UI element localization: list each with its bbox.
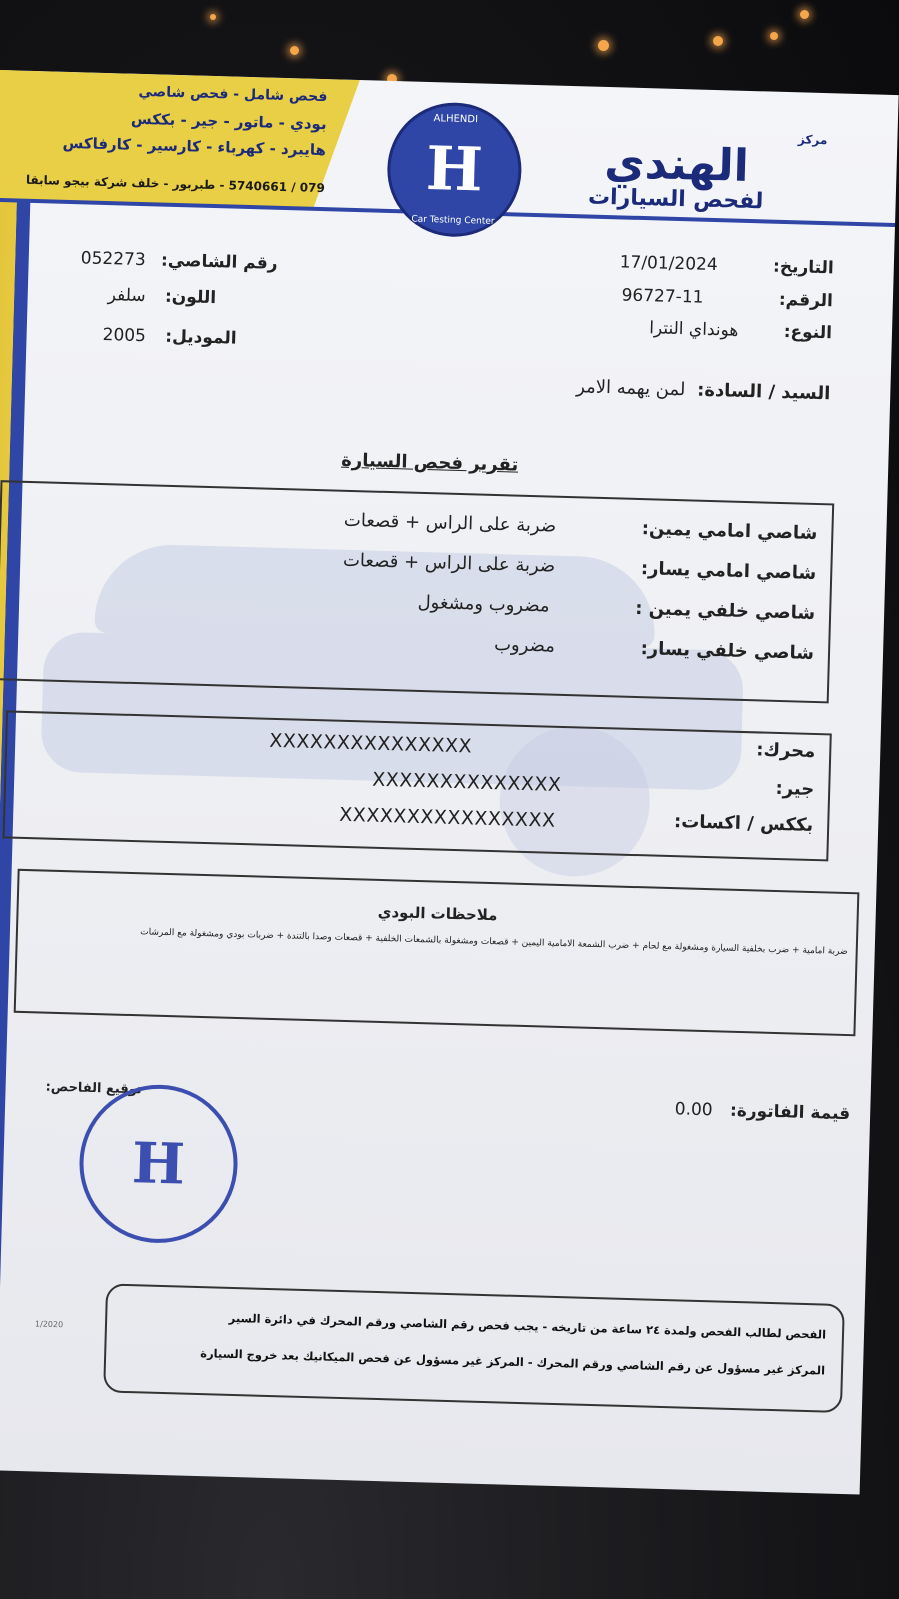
chassis-rear-left-value: مضروب bbox=[493, 634, 556, 657]
body-notes-title: ملاحظات البودي bbox=[377, 902, 498, 925]
engine-label: محرك: bbox=[756, 739, 816, 763]
brand-title bbox=[525, 125, 827, 216]
number-label: الرقم: bbox=[778, 289, 834, 312]
body-notes-text: ضربة امامية + ضرب بخلفية السيارة ومشغولة مع لحام + ضرب الشمعة الامامية اليمين + قصعات ومشغولة بالشمعات الخلفية + قصعات وصدا بالتندة + ضربات بودي ومشغولة مع المرشات bbox=[140, 927, 848, 958]
date-label: التاريخ: bbox=[772, 256, 835, 279]
chassis-front-left-label: شاصي امامي يسار: bbox=[640, 558, 817, 584]
report-title: تقرير فحص السيارة bbox=[340, 449, 519, 476]
number-value: 11-96727 bbox=[621, 285, 704, 308]
color-field bbox=[107, 285, 216, 308]
brand-prefix: مركز bbox=[797, 132, 828, 148]
chassis-front-left-value: ضربة على الراس + قصعات bbox=[342, 549, 556, 577]
chassis-front-right-row bbox=[344, 510, 818, 544]
logo-ring-top: ALHENDI bbox=[433, 113, 479, 126]
model-value: 2005 bbox=[102, 324, 147, 347]
inspector-signature-label: توقيع الفاحص: bbox=[45, 1079, 142, 1098]
chassis-front-left-row bbox=[343, 550, 817, 584]
logo-ring-bottom: Car Testing Center bbox=[411, 214, 495, 227]
date-field bbox=[619, 252, 834, 278]
gear-label: جير: bbox=[775, 777, 815, 801]
axles-label: بككس / اكسات: bbox=[673, 811, 814, 836]
mechanical-section bbox=[3, 710, 832, 861]
logo-h-icon: H bbox=[425, 133, 484, 206]
brand-subtitle: لفحص السيارات bbox=[587, 184, 764, 215]
bokeh-light bbox=[290, 46, 299, 55]
chassis-number-field bbox=[80, 248, 277, 273]
customer-field bbox=[576, 376, 831, 404]
body-notes-section bbox=[14, 869, 860, 1036]
date-value: 17/01/2024 bbox=[619, 252, 718, 276]
model-field bbox=[102, 325, 237, 349]
brand-name: الهندي bbox=[603, 136, 750, 192]
chassis-rear-right-value: مضروب ومشغول bbox=[417, 591, 550, 617]
engine-value: XXXXXXXXXXXXXXX bbox=[269, 729, 473, 758]
chassis-rear-left-label: شاصي خلفي يسار: bbox=[640, 638, 815, 664]
color-label: اللون: bbox=[164, 286, 217, 309]
bokeh-light bbox=[800, 10, 809, 19]
phone-address: 079 / 5740661 - طبربور - خلف شركة بيجو سابقا bbox=[25, 172, 326, 196]
customer-value: لمن يهمه الامر bbox=[575, 376, 686, 401]
invoice-label: قيمة الفاتورة: bbox=[729, 1100, 851, 1125]
customer-label: السيد / السادة: bbox=[696, 379, 831, 405]
invoice-field bbox=[675, 1099, 851, 1124]
chassis-rear-right-row bbox=[417, 592, 815, 624]
inspection-report-sheet bbox=[0, 70, 899, 1495]
chassis-front-right-label: شاصي امامي يمين: bbox=[641, 518, 818, 544]
chassis-rear-right-label: شاصي خلفي يمين : bbox=[634, 597, 816, 624]
bokeh-light bbox=[713, 36, 723, 46]
bokeh-light bbox=[598, 40, 609, 51]
type-label: النوع: bbox=[783, 321, 833, 344]
disclaimer-box bbox=[103, 1283, 845, 1413]
services-line-1: فحص شامل - فحص شاصي bbox=[138, 83, 328, 106]
center-stamp bbox=[77, 1083, 239, 1245]
model-label: الموديل: bbox=[165, 326, 237, 349]
chassis-rear-left-row bbox=[494, 634, 815, 664]
bokeh-light bbox=[770, 32, 778, 40]
disclaimer-line-1: الفحص لطالب الفحص ولمدة ٢٤ ساعة من تاريخه - يجب فحص رقم الشاصي ورقم المحرك في دائرة السير bbox=[228, 1310, 827, 1342]
invoice-value: 0.00 bbox=[674, 1099, 713, 1121]
alhendi-logo bbox=[386, 101, 524, 239]
chassis-section bbox=[0, 480, 834, 703]
color-value: سلفر bbox=[107, 285, 146, 307]
gear-value: XXXXXXXXXXXXXX bbox=[372, 768, 562, 796]
chassis-front-right-value: ضربة على الراس + قصعات bbox=[343, 509, 557, 537]
type-value: هونداي النترا bbox=[649, 318, 739, 341]
left-brand-stripe bbox=[0, 70, 34, 1340]
chassis-number-label: رقم الشاصي: bbox=[160, 250, 278, 274]
type-field bbox=[649, 318, 832, 343]
services-line-2: بودي - ماتور - جير - بككس bbox=[130, 109, 327, 134]
disclaimer-line-2: المركز غير مسؤول عن رقم الشاصي ورقم المحرك - المركز غير مسؤول عن فحص الميكانيك بعد خروج السيارة bbox=[200, 1346, 826, 1378]
axles-value: XXXXXXXXXXXXXXXX bbox=[339, 803, 556, 832]
number-field bbox=[621, 285, 833, 311]
services-line-3: هايبرد - كهرباء - كارسير - كارفاكس bbox=[62, 133, 327, 160]
bokeh-light bbox=[210, 14, 216, 20]
chassis-number-value: 052273 bbox=[80, 248, 146, 271]
form-code: 1/2020 bbox=[34, 1319, 64, 1330]
stamp-h-icon: H bbox=[131, 1130, 186, 1198]
